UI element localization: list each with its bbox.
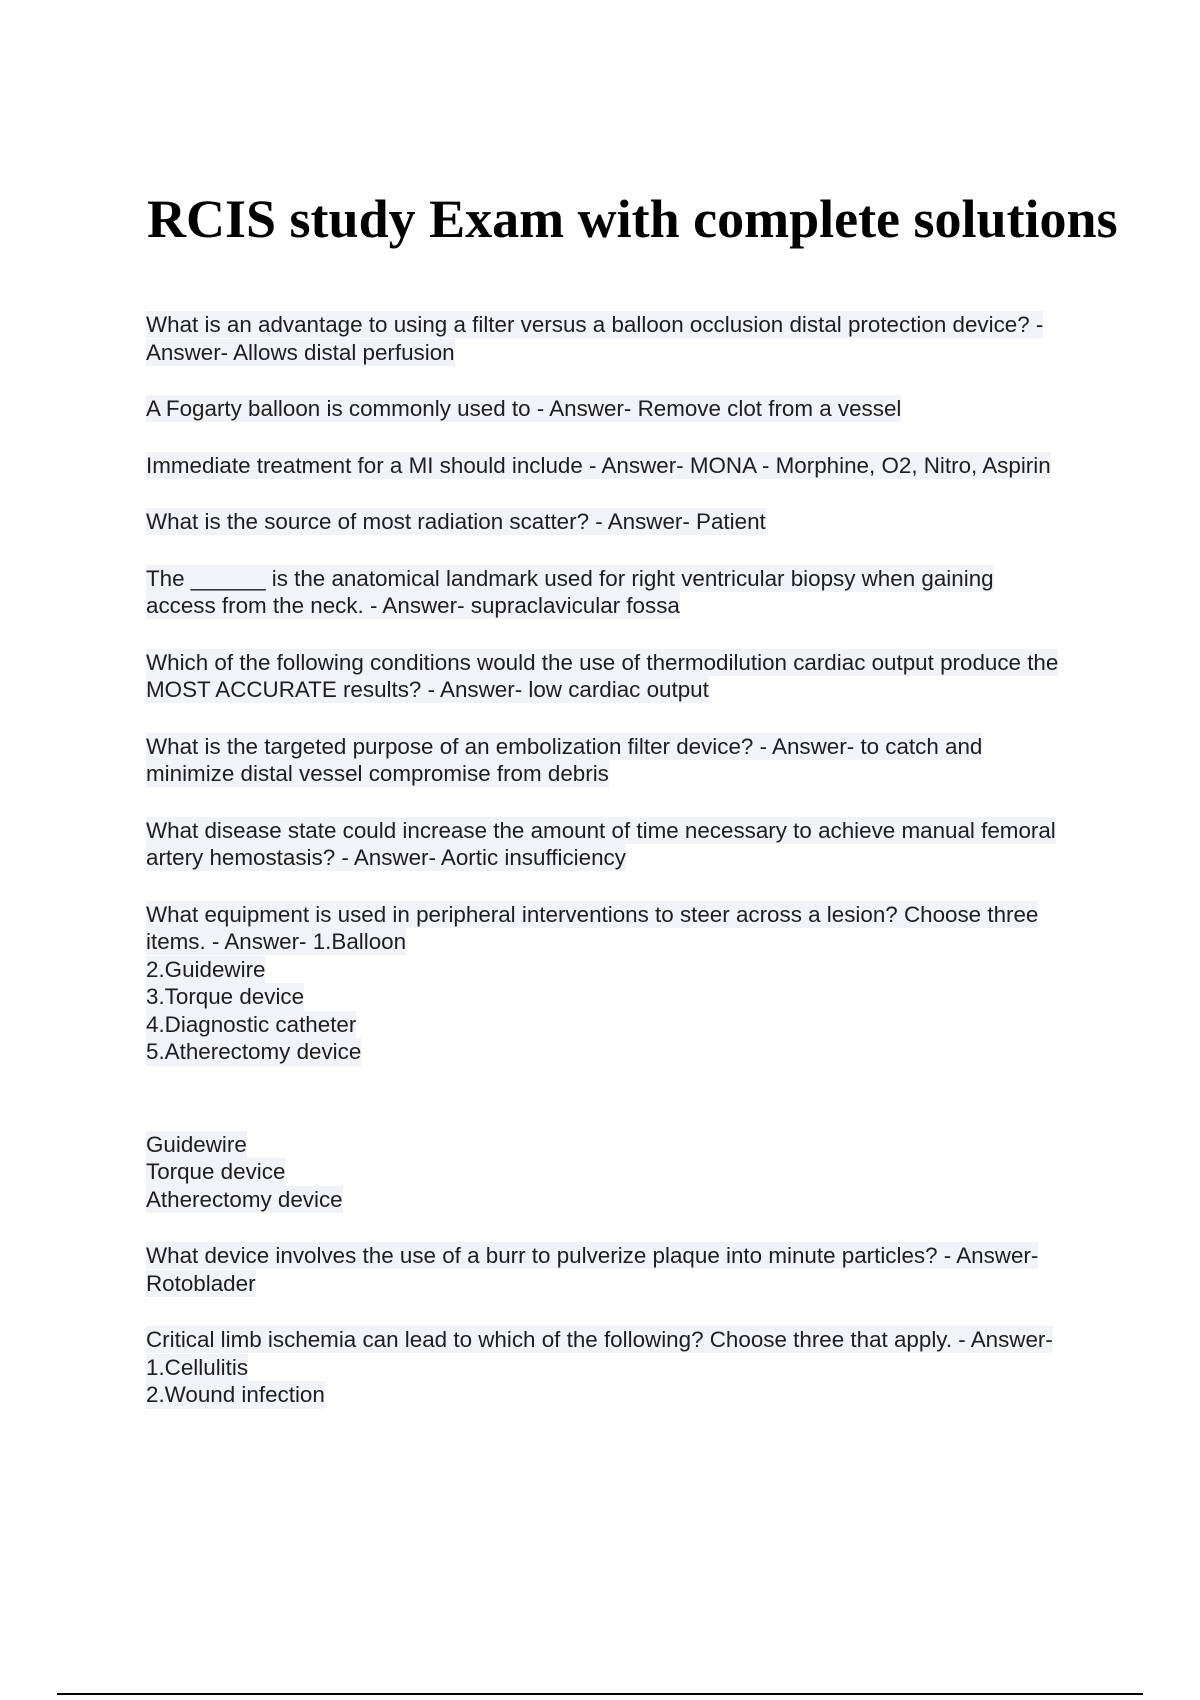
answer-option: 4.Diagnostic catheter — [146, 1011, 357, 1037]
qa-item-4 — [146, 508, 1066, 536]
qa-list — [146, 311, 1066, 1409]
qa-text: Critical limb ischemia can lead to which of the following? Choose three that apply. - Answer- 1.Cellulitis — [146, 1327, 1053, 1380]
qa-item-6 — [146, 649, 1066, 704]
footer-divider — [57, 1693, 1143, 1695]
qa-text: The ______ is the anatomical landmark used for right ventricular biopsy when gaining access from the neck. - Answer- supraclavicular fossa — [146, 565, 994, 618]
qa-text: What device involves the use of a burr to pulverize plaque into minute particles? - Answer- Rotoblader — [146, 1243, 1039, 1296]
answer-option: 2.Guidewire — [146, 956, 266, 982]
qa-text: A Fogarty balloon is commonly used to - Answer- Remove clot from a vessel — [146, 396, 902, 421]
answer-option: 3.Torque device — [146, 984, 305, 1009]
qa-text: What is an advantage to using a filter versus a balloon occlusion distal protection device? - Answer- Allows distal perfusion — [146, 312, 1044, 365]
qa-text: What is the targeted purpose of an embolization filter device? - Answer- to catch and minimize distal vessel compromise from debris — [146, 733, 983, 786]
answer-option: 2.Wound infection — [146, 1382, 325, 1407]
qa-item-1 — [146, 311, 1066, 366]
qa-text: Immediate treatment for a MI should include - Answer- MONA - Morphine, O2, Nitro, Aspirin — [146, 452, 1051, 478]
selected-answer: Guidewire — [146, 1131, 247, 1157]
qa-text: What disease state could increase the amount of time necessary to achieve manual femoral artery hemostasis? - Answer- Aortic insufficiency — [146, 817, 1056, 870]
qa-item-8 — [146, 817, 1066, 872]
qa-item-5 — [146, 565, 1066, 620]
qa-item-7 — [146, 733, 1066, 788]
qa-item-9 — [146, 901, 1066, 956]
qa-item-10 — [146, 1242, 1066, 1297]
qa-item-3 — [146, 452, 1066, 480]
document-title: RCIS study Exam with complete solutions — [147, 189, 1118, 249]
qa-text: Which of the following conditions would the use of thermodilution cardiac output produce the MOST ACCURATE results? - Answer- low cardiac output — [146, 649, 1059, 702]
selected-answer: Torque device — [146, 1159, 286, 1184]
answer-option: 5.Atherectomy device — [146, 1039, 362, 1064]
qa-text: What is the source of most radiation scatter? - Answer- Patient — [146, 509, 766, 534]
selected-answer: Atherectomy device — [146, 1186, 343, 1212]
qa-text: What equipment is used in peripheral interventions to steer across a lesion? Choose three items. - Answer- 1.Balloon — [146, 901, 1039, 954]
qa-item-11 — [146, 1326, 1066, 1381]
qa-item-2 — [146, 395, 1066, 423]
